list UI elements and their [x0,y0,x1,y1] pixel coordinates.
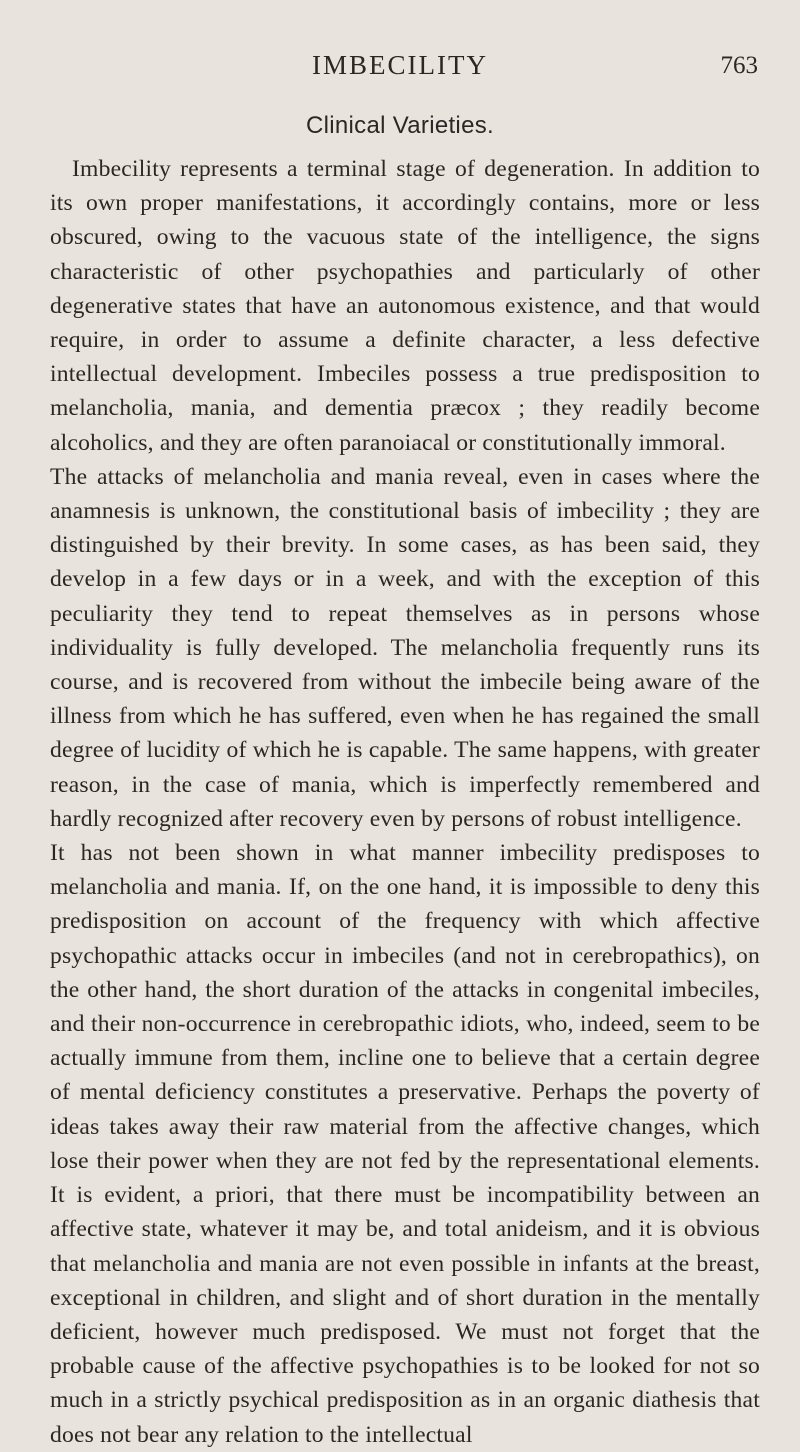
running-title: IMBECILITY [312,50,488,80]
paragraph-1: Imbecility represents a terminal stage of degeneration. In addition to its own proper manifestations, it accordingly contains, more or less obscured, owing to the vacuous state of the intelligence, the signs characteristic of other psychopathies and particularly of other degenerative states that have an autonomous existence, and that would require, in order to assume a definite character, a less defective intellectual development. Imbeciles possess a true predisposition to melancholia, mania, and dementia præcox ; they readily become alcoholics, and they are often paranoiacal or constitutionally immoral. [50,156,760,456]
running-head [0,48,800,88]
body-text [50,152,760,1452]
section-heading: Clinical Varieties. [306,112,494,139]
page-number: 763 [720,52,758,79]
paragraph-3: It has not been shown in what manner imbecility predisposes to melancholia and mania. If, on the one hand, it is impossible to deny this predisposition on account of the frequency with which affective psychopathic attacks occur in imbeciles (and not in cerebropathics), on the other hand, the short duration of the attacks in congenital imbeciles, and their non-occurrence in cerebropathic idiots, who, indeed, seem to be actually immune from them, incline one to believe that a certain degree of mental deficiency constitutes a preservative. Perhaps the poverty of ideas takes away their raw material from the affective changes, which lose their power when they are not fed by the representational elements. It is evident, a priori, that there must be incompatibility between an affective state, whatever it may be, and total anideism, and it is obvious that melancholia and mania are not even possible in infants at the breast, exceptional in children, and slight and of short duration in the mentally deficient, however much predisposed. We must not forget that the probable cause of the affective psychopathies is to be looked for not so much in a strictly psychical predisposition as in an organic diathesis that does not bear any relation to the intellectual [50,840,760,1448]
paragraph-2: The attacks of melancholia and mania reveal, even in cases where the anamnesis is unknown, the constitutional basis of imbecility ; they are distinguished by their brevity. In some cases, as has been said, they develop in a few days or in a week, and with the exception of this peculiarity they tend to repeat themselves as in persons whose individuality is fully developed. The melancholia frequently runs its course, and is recovered from without the imbecile being aware of the illness from which he has suffered, even when he has regained the small degree of lucidity of which he is capable. The same happens, with greater reason, in the case of mania, which is imperfectly remembered and hardly recognized after recovery even by persons of robust intelligence. [50,463,760,832]
